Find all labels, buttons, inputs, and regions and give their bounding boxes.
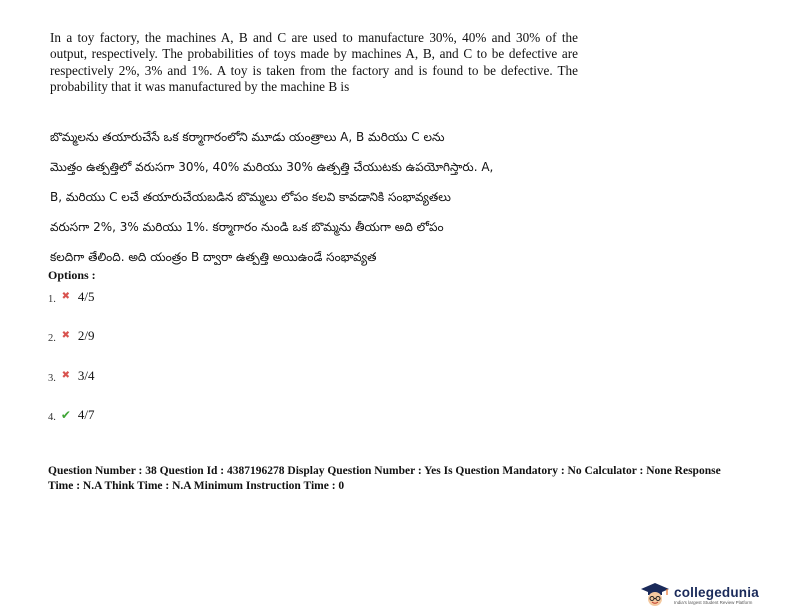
telugu-line: వరుసగా 2%, 3% మరియు 1%. కర్మాగారం నుండి ఒక బొమ్మను తీయగా అది లోపం bbox=[50, 220, 444, 234]
option-4[interactable] bbox=[48, 406, 95, 424]
option-text: 3/4 bbox=[77, 368, 95, 383]
check-icon: ✔ bbox=[60, 408, 71, 422]
telugu-line: B, మరియు C లచే తయారుచేయబడిన బొమ్మలు లోపం కలవి కావడానికి సంభావ్యతలు bbox=[50, 190, 451, 204]
option-2[interactable] bbox=[48, 327, 95, 345]
option-number: 2. bbox=[48, 333, 56, 344]
meta-line-1: Question Number : 38 Question Id : 4387196278 Display Question Number : Yes Is Question Mandatory : No Calculator : None Response bbox=[48, 465, 721, 477]
question-text-english: In a toy factory, the machines A, B and C are used to manufacture 30%, 40% and 30% of the output, respectively. The probabilities of toys made by machines A, B, and C to be defective are respectively 2%, 3% and 1%. A toy is taken from the factory and is found to be defective. The probability that it was manufactured by the machine B is bbox=[50, 30, 578, 95]
option-text: 4/7 bbox=[77, 407, 95, 422]
cross-icon: ✖ bbox=[61, 291, 71, 302]
graduate-mascot-icon bbox=[640, 581, 670, 612]
logo-text bbox=[674, 586, 759, 606]
option-number: 4. bbox=[48, 412, 56, 423]
cross-icon: ✖ bbox=[61, 330, 71, 341]
telugu-line: కలదిగా తేలింది. అది యంత్రం B ద్వారా ఉత్పత్తి అయిఉండే సంభావ్యత bbox=[50, 250, 377, 264]
telugu-line: మొత్తం ఉత్పత్తిలో వరుసగా 30%, 40% మరియు 30% ఉత్పత్తి చేయుటకు ఉపయోగిస్తారు. A, bbox=[50, 160, 494, 174]
question-meta bbox=[48, 464, 768, 494]
brand-name: collegedunia bbox=[674, 585, 759, 600]
option-number: 1. bbox=[48, 294, 56, 305]
options-label: Options : bbox=[48, 268, 96, 282]
option-1[interactable] bbox=[48, 288, 95, 306]
option-number: 3. bbox=[48, 373, 56, 384]
option-text: 4/5 bbox=[77, 289, 95, 304]
meta-line-2: Time : N.A Think Time : N.A Minimum Instruction Time : 0 bbox=[48, 480, 345, 492]
option-3[interactable] bbox=[48, 367, 95, 385]
cross-icon: ✖ bbox=[61, 370, 71, 381]
telugu-line: బొమ్మలను తయారుచేసే ఒక కర్మాగారంలోని మూడు యంత్రాలు A, B మరియు C లను bbox=[50, 130, 445, 144]
brand-tagline: India's largest Student Review Platform bbox=[674, 600, 753, 605]
collegedunia-logo bbox=[640, 582, 788, 610]
option-text: 2/9 bbox=[77, 328, 95, 343]
question-text-telugu bbox=[50, 122, 580, 272]
